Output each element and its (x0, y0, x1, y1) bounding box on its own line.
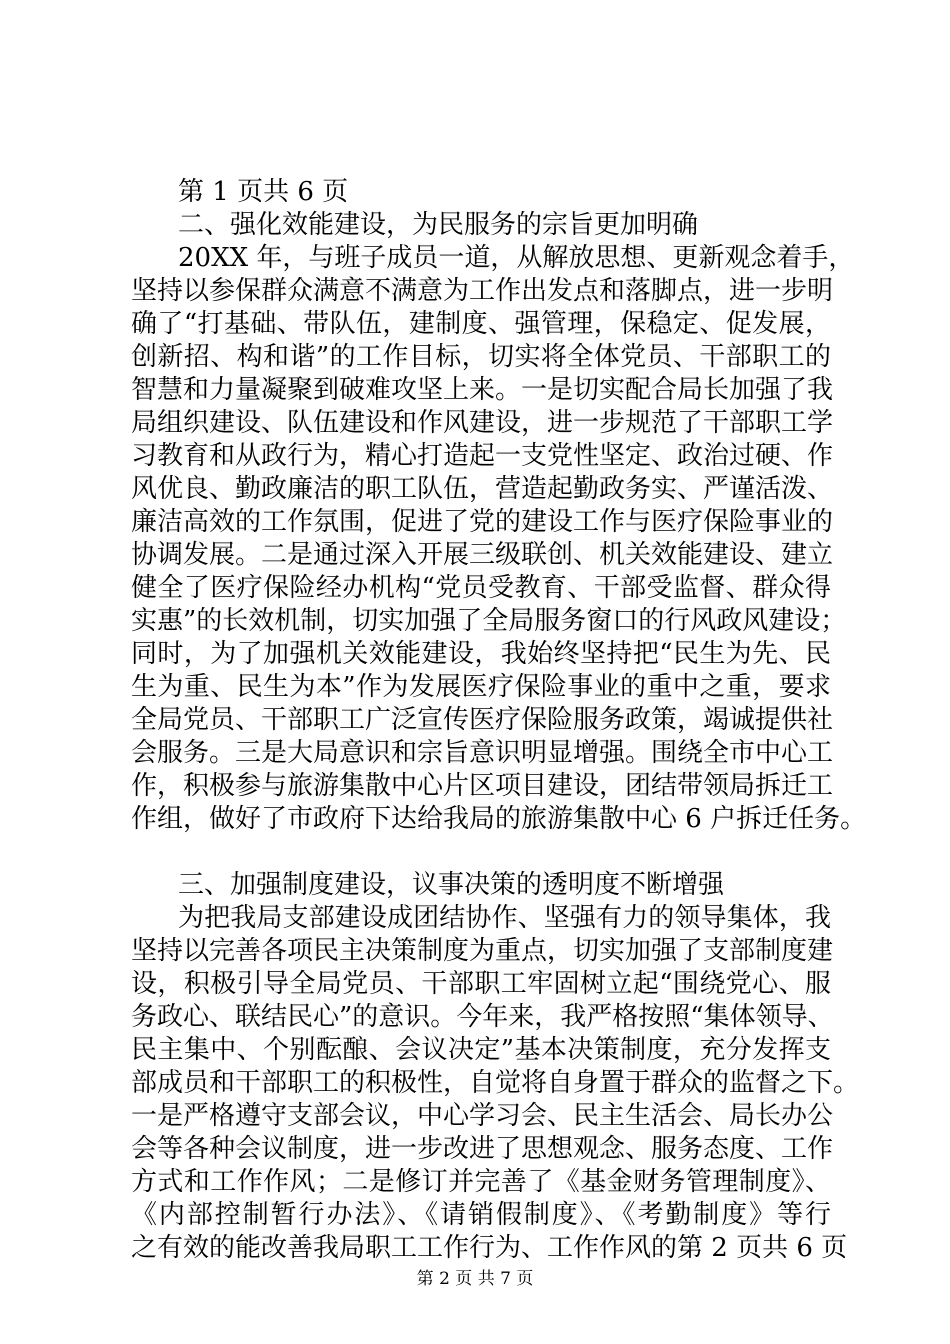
paragraph-line: 坚持以参保群众满意不满意为工作出发点和落脚点，进一步明 (131, 276, 834, 306)
paragraph-line: 局组织建设、队伍建设和作风建设，进一步规范了干部职工学 (131, 408, 834, 438)
paragraph-line: 协调发展。二是通过深入开展三级联创、机关效能建设、建立 (131, 540, 834, 570)
paragraph-line: 一是严格遵守支部会议，中心学习会、民主生活会、局长办公 (131, 1101, 834, 1131)
paragraph-line: 坚持以完善各项民主决策制度为重点，切实加强了支部制度建 (131, 936, 834, 966)
paragraph-line: 设，积极引导全局党员、干部职工牢固树立起“围绕党心、服 (131, 969, 831, 999)
paragraph-line: 同时，为了加强机关效能建设，我始终坚持把“民生为先、民 (131, 639, 831, 669)
paragraph-line: 实惠”的长效机制，切实加强了全局服务窗口的行风政风建设； (131, 606, 847, 636)
paragraph-line: 为把我局支部建设成团结协作、坚强有力的领导集体，我 (178, 903, 831, 933)
paragraph-line: 全局党员、干部职工广泛宣传医疗保险服务政策，竭诚提供社 (131, 705, 834, 735)
paragraph-line: 创新招、构和谐”的工作目标，切实将全体党员、干部职工的 (131, 342, 831, 372)
paragraph-line: 会服务。三是大局意识和宗旨意识明显增强。围绕全市中心工 (131, 738, 834, 768)
paragraph-line: 习教育和从政行为，精心打造起一支党性坚定、政治过硬、作 (131, 441, 834, 471)
paragraph-line: 健全了医疗保险经办机构“党员受教育、干部受监督、群众得 (131, 573, 831, 603)
paragraph-line: 作，积极参与旅游集散中心片区项目建设，团结带领局拆迁工 (131, 771, 834, 801)
paragraph-line: 生为重、民生为本”作为发展医疗保险事业的重中之重，要求 (131, 672, 831, 702)
paragraph-line: 确了“打基础、带队伍，建制度、强管理，保稳定、促发展， (131, 309, 831, 339)
section-heading-2: 二、强化效能建设，为民服务的宗旨更加明确 (178, 210, 699, 240)
page-marker-line: 第 1 页共 6 页 (178, 177, 349, 207)
page-footer: 第 2 页 共 7 页 (416, 1269, 534, 1289)
paragraph-line: 民主集中、个别酝酿、会议决定”基本决策制度，充分发挥支 (131, 1035, 831, 1065)
section-heading-3: 三、加强制度建设，议事决策的透明度不断增强 (178, 870, 725, 900)
paragraph-line: 务政心、联结民心”的意识。今年来，我严格按照“集体领导、 (131, 1002, 834, 1032)
paragraph-line: 20XX 年，与班子成员一道，从解放思想、更新观念着手， (178, 243, 855, 273)
paragraph-line: 作组，做好了市政府下达给我局的旅游集散中心 6 户拆迁任务。 (131, 804, 867, 834)
paragraph-line: 廉洁高效的工作氛围，促进了党的建设工作与医疗保险事业的 (131, 507, 834, 537)
paragraph-line: 部成员和干部职工的积极性，自觉将自身置于群众的监督之下。 (131, 1068, 860, 1098)
paragraph-line: 方式和工作作风；二是修订并完善了《基金财务管理制度》、 (131, 1167, 831, 1197)
paragraph-line: 《内部控制暂行办法》、《请销假制度》、《考勤制度》等行 (131, 1200, 831, 1230)
paragraph-line: 智慧和力量凝聚到破难攻坚上来。一是切实配合局长加强了我 (131, 375, 834, 405)
paragraph-line: 会等各种会议制度，进一步改进了思想观念、服务态度、工作 (131, 1134, 834, 1164)
paragraph-line: 风优良、勤政廉洁的职工队伍，营造起勤政务实、严谨活泼、 (131, 474, 834, 504)
paragraph-line: 之有效的能改善我局职工工作行为、工作作风的第 2 页共 6 页 (131, 1233, 848, 1263)
